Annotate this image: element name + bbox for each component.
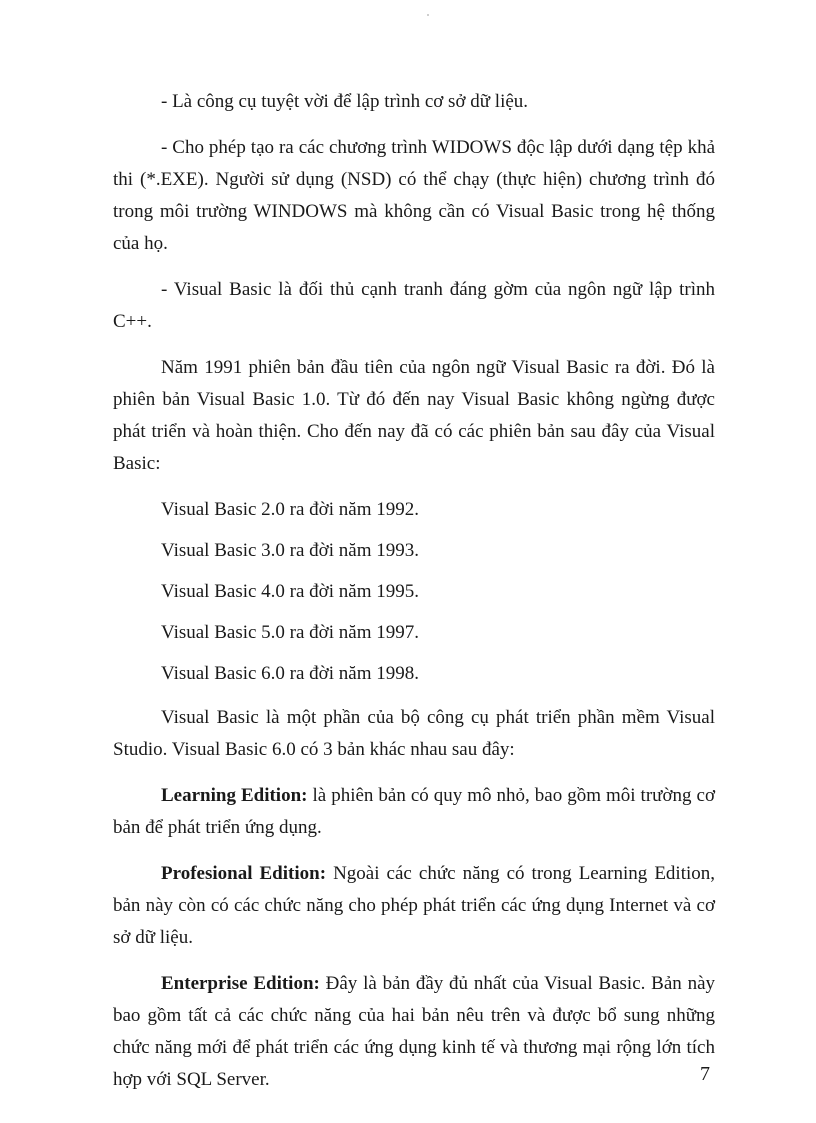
version-line: Visual Basic 6.0 ra đời năm 1998.	[161, 663, 419, 684]
edition-description: là phiên bản có quy mô nhỏ, bao gồm môi trường cơ bản để phát triển ứng dụng.	[113, 785, 715, 838]
edition-name: Learning Edition:	[161, 785, 308, 806]
version-line: Visual Basic 4.0 ra đời năm 1995.	[161, 581, 419, 602]
paragraph: Năm 1991 phiên bản đầu tiên của ngôn ngữ Visual Basic ra đời. Đó là phiên bản Visual Basic 1.0. Từ đó đến nay Visual Basic không ngừng được phát triển và hoàn thiện. Cho đến nay đã có các phiên bản sau đây của Visual Basic:	[113, 357, 715, 474]
studio-paragraph: Visual Basic là một phần của bộ công cụ phát triển phần mềm Visual Studio. Visual Basic 6.0 có 3 bản khác nhau sau đây:	[113, 707, 715, 760]
edition-name: Enterprise Edition:	[161, 973, 320, 994]
paragraph: - Cho phép tạo ra các chương trình WIDOWS độc lập dưới dạng tệp khả thi (*.EXE). Người sử dụng (NSD) có thể chạy (thực hiện) chương trình đó trong môi trường WINDOWS mà không cần có Visual Basic trong hệ thống của họ.	[113, 137, 715, 254]
edition-description: Đây là bản đầy đủ nhất của Visual Basic. Bản này bao gồm tất cả các chức năng của hai bản nêu trên và được bổ sung những chức năng mới để phát triển các ứng dụng kinh tế và thương mại rộng lớn tích hợp với SQL Server.	[113, 973, 716, 1090]
edition-paragraph-enterprise	[113, 968, 715, 1096]
version-line: Visual Basic 3.0 ra đời năm 1993.	[161, 540, 419, 561]
scan-speck	[427, 14, 429, 16]
edition-name: Profesional Edition:	[161, 863, 327, 884]
page-number: 7	[700, 1063, 710, 1085]
edition-paragraph-learning	[113, 780, 715, 844]
edition-paragraph-professional	[113, 858, 715, 954]
page-body	[113, 86, 715, 1110]
paragraph: - Là công cụ tuyệt vời để lập trình cơ sở dữ liệu.	[161, 91, 529, 112]
version-line: Visual Basic 2.0 ra đời năm 1992.	[161, 499, 419, 520]
paragraph: - Visual Basic là đối thủ cạnh tranh đáng gờm của ngôn ngữ lập trình C++.	[113, 279, 715, 332]
version-line: Visual Basic 5.0 ra đời năm 1997.	[161, 622, 419, 643]
edition-description: Ngoài các chức năng có trong Learning Edition, bản này còn có các chức năng cho phép phát triển các ứng dụng Internet và cơ sở dữ liệu.	[113, 863, 716, 948]
